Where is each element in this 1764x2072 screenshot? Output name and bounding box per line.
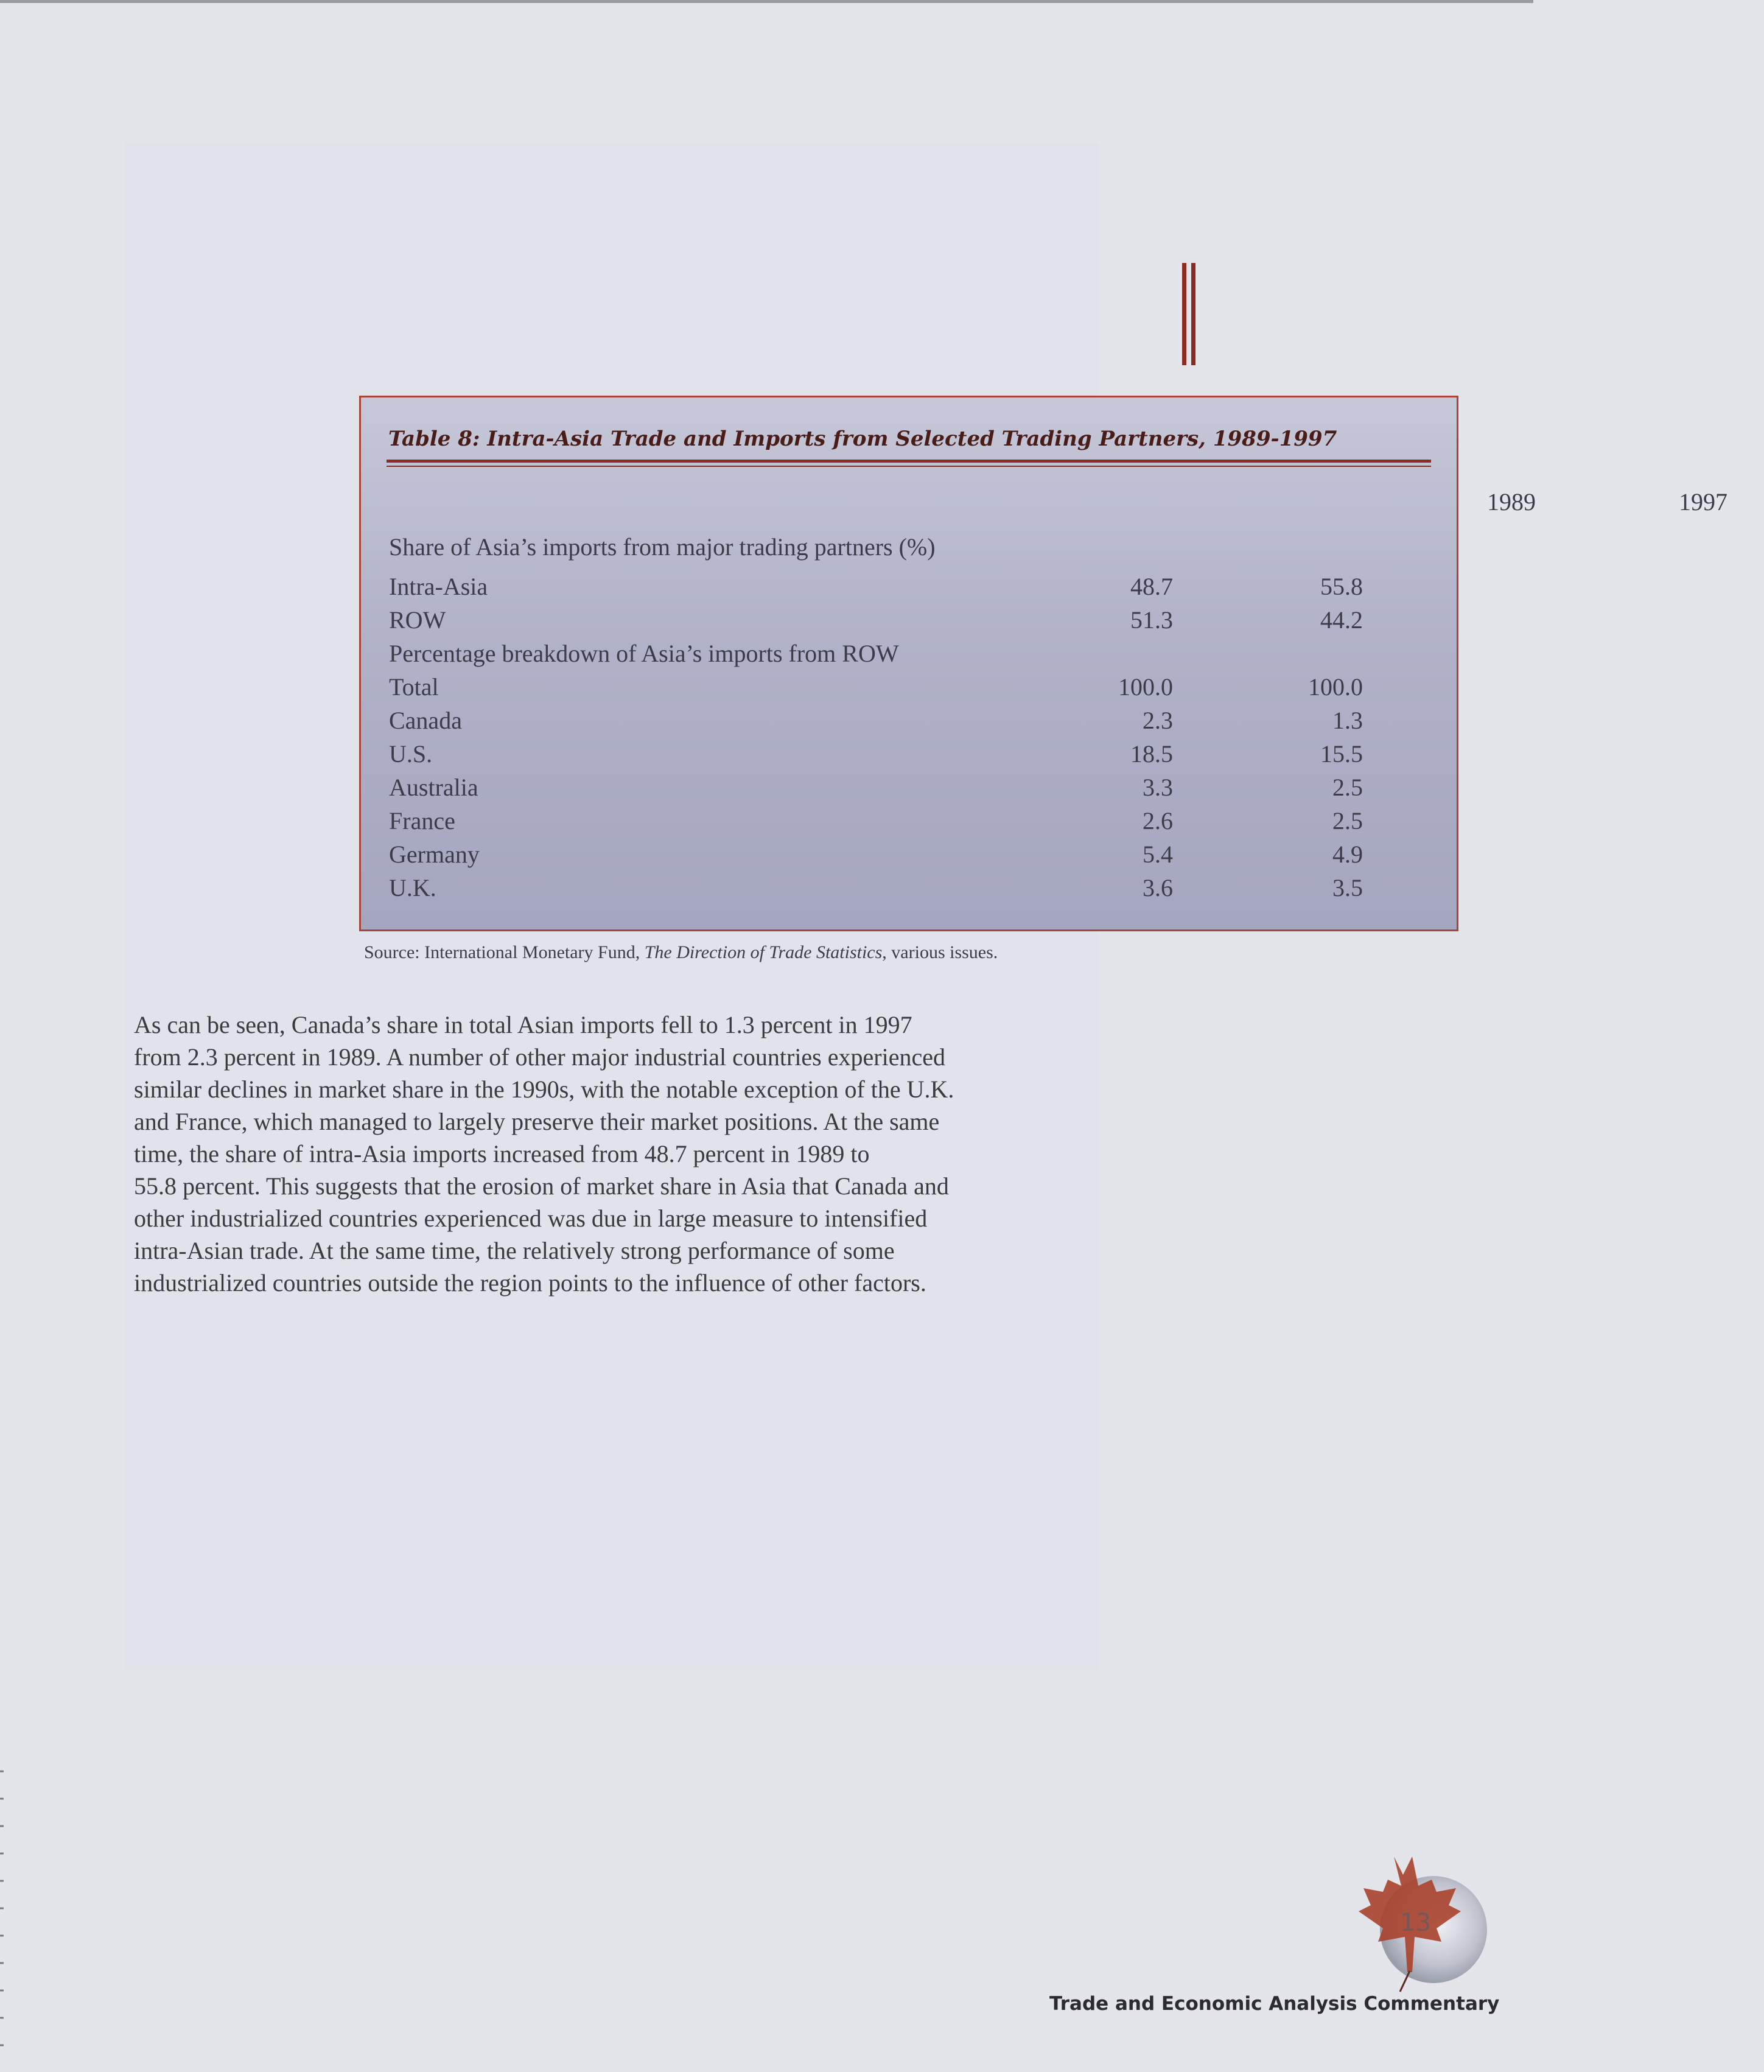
- cell-1997: 4.9: [1332, 841, 1363, 868]
- table-row: [361, 840, 1460, 873]
- cell-1997: 15.5: [1320, 740, 1363, 768]
- column-header-1989: 1989: [1487, 488, 1536, 516]
- table-row: [361, 740, 1460, 773]
- row-label: Australia: [389, 774, 478, 801]
- cell-1997: 2.5: [1332, 807, 1363, 835]
- table-row: [361, 572, 1460, 606]
- title-rule: [387, 460, 1431, 463]
- table-row: [361, 606, 1460, 639]
- table-row: [361, 533, 1460, 566]
- page-number: 13: [1400, 1909, 1431, 1937]
- table-row: [361, 807, 1460, 840]
- body-line: industrialized countries outside the region points to the influence of other factors.: [134, 1269, 926, 1297]
- row-label: U.S.: [389, 740, 433, 768]
- cell-1997: 2.5: [1332, 774, 1363, 801]
- row-label: ROW: [389, 606, 446, 634]
- cell-1997: 100.0: [1308, 673, 1363, 701]
- cell-1997: 44.2: [1320, 606, 1363, 634]
- cell-1997: 1.3: [1332, 707, 1363, 734]
- binding-marks: [0, 1765, 4, 2070]
- body-line: and France, which managed to largely preserve their market positions. At the same: [134, 1108, 940, 1135]
- footer-publication-title: Trade and Economic Analysis Commentary: [1049, 1993, 1500, 2015]
- table-title: Table 8: Intra-Asia Trade and Imports from Selected Trading Partners, 1989-1997: [388, 427, 1337, 451]
- cell-1989: 5.4: [1143, 841, 1173, 868]
- top-edge-line: [0, 0, 1533, 3]
- cell-1989: 48.7: [1130, 573, 1173, 600]
- row-label: Percentage breakdown of Asia’s imports from ROW: [389, 640, 899, 667]
- body-paragraph: [134, 1009, 1059, 1299]
- accent-bars: [1182, 263, 1197, 365]
- body-line: intra-Asian trade. At the same time, the relatively strong performance of some: [134, 1237, 895, 1264]
- cell-1989: 3.6: [1143, 874, 1173, 901]
- body-line: from 2.3 percent in 1989. A number of other major industrial countries experienced: [134, 1043, 945, 1071]
- body-line: similar declines in market share in the 1990s, with the notable exception of the U.K.: [134, 1076, 954, 1103]
- body-line: 55.8 percent. This suggests that the erosion of market share in Asia that Canada and: [134, 1172, 949, 1200]
- cell-1989: 18.5: [1130, 740, 1173, 768]
- row-label: Germany: [389, 841, 480, 868]
- row-label: France: [389, 807, 455, 835]
- cell-1989: 2.3: [1143, 707, 1173, 734]
- table-row: [361, 873, 1460, 907]
- body-line: time, the share of intra-Asia imports increased from 48.7 percent in 1989 to: [134, 1140, 870, 1167]
- row-label: Intra-Asia: [389, 573, 488, 600]
- source-note: Source: International Monetary Fund, The Direction of Trade Statistics, various issues.: [364, 942, 998, 962]
- body-line: other industrialized countries experienced was due in large measure to intensified: [134, 1205, 928, 1232]
- body-line: As can be seen, Canada’s share in total Asian imports fell to 1.3 percent in 1997: [134, 1011, 912, 1038]
- table-row: [361, 706, 1460, 740]
- cell-1989: 3.3: [1143, 774, 1173, 801]
- row-label: Canada: [389, 707, 462, 734]
- cell-1989: 51.3: [1130, 606, 1173, 634]
- table-row: [361, 673, 1460, 706]
- cell-1989: 2.6: [1143, 807, 1173, 835]
- table-row: [361, 639, 1460, 673]
- row-label: Total: [389, 673, 439, 701]
- cell-1997: 3.5: [1332, 874, 1363, 901]
- source-publication: The Direction of Trade Statistics: [644, 942, 883, 962]
- table-row: [361, 773, 1460, 807]
- title-rule-thin: [387, 466, 1431, 467]
- row-label: U.K.: [389, 874, 436, 901]
- row-label: Share of Asia’s imports from major trading partners (%): [389, 533, 936, 561]
- column-header-1997: 1997: [1679, 488, 1727, 516]
- data-table: [359, 396, 1727, 931]
- cell-1997: 55.8: [1320, 573, 1363, 600]
- cell-1989: 100.0: [1118, 673, 1173, 701]
